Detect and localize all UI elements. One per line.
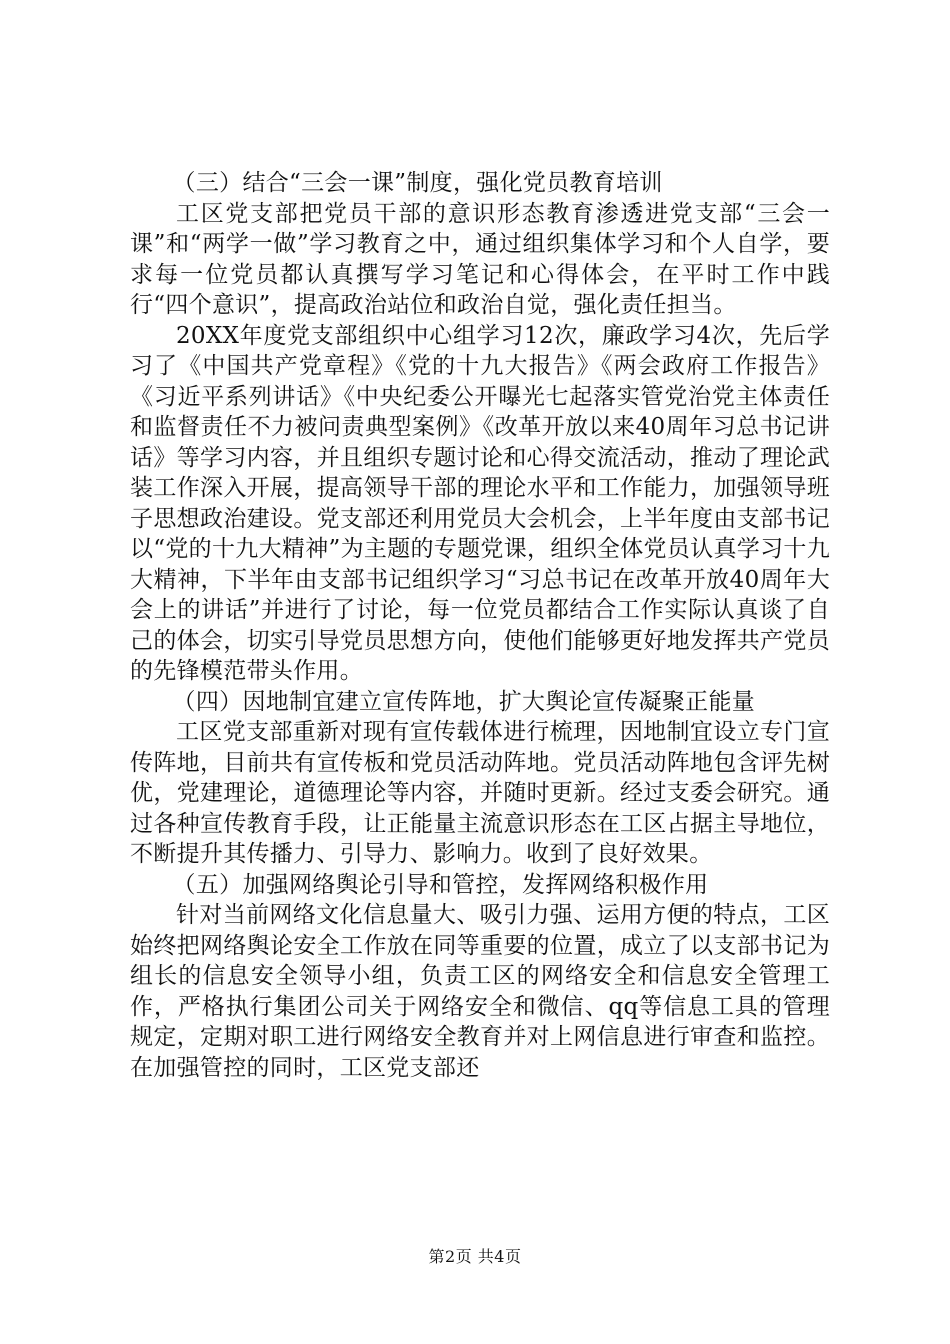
document-body	[130, 168, 830, 1083]
body-paragraph: 工区党支部重新对现有宣传载体进行梳理，因地制宜设立专门宣传阵地，目前共有宣传板和党员活动阵地。党员活动阵地包含评先树优，党建理论，道德理论等内容，并随时更新。经过支委会研究。通过各种宣传教育手段，让正能量主流意识形态在工区占据主导地位，不断提升其传播力、引导力、影响力。收到了良好效果。	[130, 719, 830, 867]
section-heading-5: （五）加强网络舆论引导和管控，发挥网络积极作用	[172, 871, 709, 898]
body-paragraph: 20XX年度党支部组织中心组学习12次，廉政学习4次，先后学习了《中国共产党章程》《党的十九大报告》《两会政府工作报告》《习近平系列讲话》《中央纪委公开曝光七起落实管党治党主体责任和监督责任不力被问责典型案例》《改革开放以来40周年习总书记讲话》等学习内容，并且组织专题讨论和心得交流活动，推动了理论武装工作深入开展，提高领导干部的理论水平和工作能力，加强领导班子思想政治建设。党支部还利用党员大会机会，上半年度由支部书记以“党的十九大精神”为主题的专题党课，组织全体党员认真学习十九大精神，下半年由支部书记组织学习“习总书记在改革开放40周年大会上的讲话”并进行了讨论，每一位党员都结合工作实际认真谈了自己的体会，切实引导党员思想方向，使他们能够更好地发挥共产党员的先锋模范带头作用。	[130, 322, 830, 684]
body-paragraph: 针对当前网络文化信息量大、吸引力强、运用方便的特点，工区始终把网络舆论安全工作放在同等重要的位置，成立了以支部书记为组长的信息安全领导小组，负责工区的网络安全和信息安全管理工作，严格执行集团公司关于网络安全和微信、qq等信息工具的管理规定，定期对职工进行网络安全教育并对上网信息进行审查和监控。在加强管控的同时，工区党支部还	[130, 902, 830, 1081]
section-heading-3: （三）结合“三会一课”制度，强化党员教育培训	[172, 170, 663, 196]
page-footer: 第2页 共4页	[428, 1247, 522, 1266]
body-paragraph: 工区党支部把党员干部的意识形态教育渗透进党支部“三会一课”和“两学一做”学习教育之中，通过组织集体学习和个人自学，要求每一位党员都认真撰写学习笔记和心得体会，在平时工作中践行“四个意识”，提高政治站位和政治自觉，强化责任担当。	[130, 200, 830, 318]
section-heading-4: （四）因地制宜建立宣传阵地，扩大舆论宣传凝聚正能量	[172, 688, 756, 715]
